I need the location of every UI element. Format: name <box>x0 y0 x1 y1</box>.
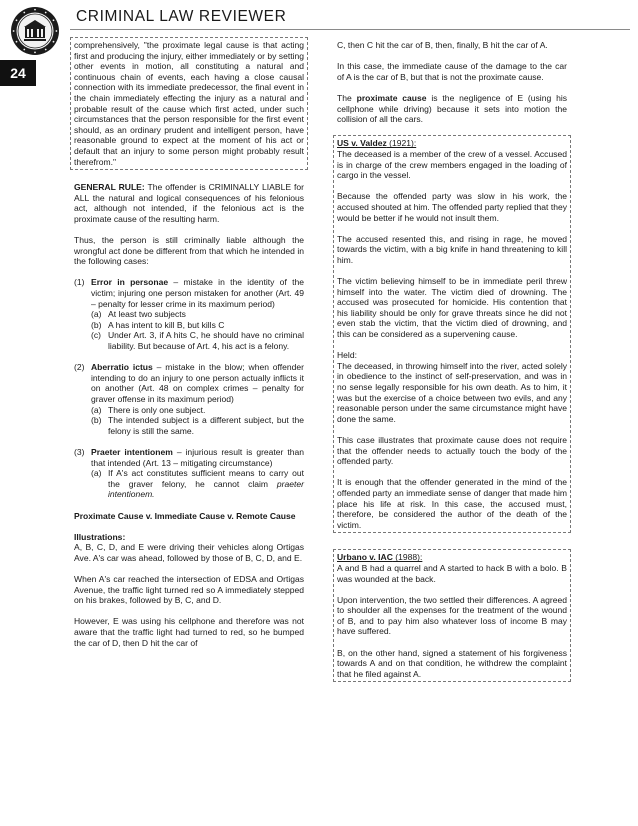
case-box-urbano <box>333 549 571 682</box>
page-number: 24 <box>0 60 36 86</box>
case-term: Aberratio ictus <box>91 362 153 373</box>
sub-item <box>91 309 304 320</box>
illustrations-label: Illustrations: <box>74 531 126 542</box>
case-box-valdez <box>333 135 571 533</box>
sub-number: (b) <box>91 415 102 426</box>
case-desc: – mistake in the blow; when offender intending to do an injury to one person actually inflicts it on another (Art. 48 on complex crimes – penalty for graver offense in its maximum period) <box>91 362 304 404</box>
sub-item <box>91 468 304 500</box>
held-label: Held: <box>337 350 357 361</box>
text-span: The <box>337 92 357 103</box>
case-paragraph: It is enough that the offender generated in the mind of the offended party an immediate sense of danger that made him place his life at risk. In this case, the accused must, therefore, be considered the author of the death of the victim. <box>337 477 567 530</box>
case-paragraph: A and B had a quarrel and A started to hack B with a bolo. B was wounded at the back. <box>337 562 567 584</box>
text-span: is the negligence of E (using his cellphone while driving) because it sets into motion the collision of all the cars. <box>337 92 567 125</box>
case-year: (1988): <box>392 552 423 563</box>
case-paragraph: This case illustrates that proximate cause does not require that the offender needs to actually touch the body of the offended party. <box>337 434 567 467</box>
case-name: Urbano v. IAC <box>337 552 393 563</box>
sub-text-italic: praeter intentionem. <box>108 478 304 500</box>
case-number: (2) <box>74 362 85 373</box>
sub-text: Under Art. 3, if A hits C, he should have no criminal liability. But because of Art. 4, his act is a felony. <box>108 330 304 352</box>
sub-list <box>91 309 304 351</box>
case-name: US v. Valdez <box>337 138 387 149</box>
general-rule-label: GENERAL RULE: <box>74 182 145 193</box>
case-item <box>74 447 304 500</box>
quote-box <box>70 37 308 170</box>
continued-paragraph: In this case, the immediate cause of the damage to the car of A is the car of B, but that is not the proximate cause. <box>337 61 567 82</box>
continued-paragraph <box>337 93 567 125</box>
sub-text: At least two subjects <box>108 309 186 320</box>
section-heading: Proximate Cause v. Immediate Cause v. Remote Cause <box>74 510 296 521</box>
right-column <box>337 40 567 694</box>
sub-list <box>91 405 304 437</box>
sub-item <box>91 415 304 436</box>
case-paragraph: B, on the other hand, signed a statement of his forgiveness towards A and on that condition, he withdrew the complaint that he filed against A. <box>337 647 567 679</box>
general-rule-text: The offender is CRIMINALLY LIABLE for ALL the natural and logical consequences of his felonious act, although not intended, if the felonious act is the proximate cause of the resulting harm. <box>74 182 304 224</box>
case-paragraph: The deceased is a member of the crew of a vessel. Accused is in charge of the crew members engaged in the loading of cargo in the vessel. <box>337 148 567 181</box>
case-paragraph: Upon intervention, the two settled their differences. A agreed to shoulder all the expenses for the treatment of the wound of B, and to pay him also whatever loss of income B may have suffered. <box>337 594 567 637</box>
illustration-paragraph: However, E was using his cellphone and therefore was not aware that the traffic light had turned to red, so he bumped the car of D, then D hit the car of <box>74 616 304 648</box>
sub-text: The intended subject is a different subject, but the felony is still the same. <box>108 415 304 436</box>
sub-number: (a) <box>91 468 102 479</box>
sub-text: If A's act constitutes sufficient means to carry out the graver felony, he cannot claim <box>108 468 304 489</box>
sub-text: A has intent to kill B, but kills C <box>108 319 225 330</box>
case-paragraph: Because the offended party was slow in his work, the accused shouted at him. The offended party replied that they would be better if he would not insult them. <box>337 191 567 223</box>
sub-item <box>91 405 304 416</box>
header-divider <box>70 29 630 30</box>
case-number: (3) <box>74 446 85 457</box>
sub-list <box>91 468 304 500</box>
case-year: (1921): <box>386 138 417 149</box>
case-item <box>74 277 304 351</box>
sub-number: (a) <box>91 404 102 415</box>
case-desc: – injurious result is greater than that intended (Art. 13 – mitigating circumstance) <box>91 446 304 468</box>
sub-item <box>91 330 304 351</box>
sub-number: (c) <box>91 330 101 341</box>
cases-list <box>74 277 304 499</box>
term-span: proximate cause <box>356 92 427 103</box>
case-term: Praeter intentionem <box>91 446 173 457</box>
case-term: Error in personae <box>91 277 169 288</box>
case-desc: – mistake in the identity of the victim; injuring one person mistaken for another (Art. 49 – penalty for lesser crime in its maximum period) <box>91 277 304 309</box>
header-title: CRIMINAL LAW REVIEWER <box>76 8 287 25</box>
quote-text: comprehensively, "the proximate legal cause is that acting first and producing the injury, either immediately or by setting other events in motion, all constituting a natural and continuous chain of events, each having a close causal connection with its immediate predecessor, the final event in the chain immediately effecting the injury as a natural and probable result of the cause which first acted, under such circumstances that the person responsible for the first event should, as an ordinary prudent and intelligent person, have reasonable ground to expect at the moment of his act or default that an injury to some person might probably result therefrom." <box>74 40 304 167</box>
case-paragraph: The deceased, in throwing himself into the river, acted solely in obedience to the instinct of self-preservation, and was in no sense legally responsible for his own death. As to him, it was but the exercise of a choice between two evils, and any reasonable person under the same circumstance might have done the same. <box>337 360 567 424</box>
thus-paragraph: Thus, the person is still criminally liable although the wrongful act done be different from that which he intended in the following cases: <box>74 235 304 267</box>
case-number: (1) <box>74 277 85 288</box>
sub-text: There is only one subject. <box>108 404 206 415</box>
case-paragraph: The victim believing himself to be in immediate peril threw himself into the water. The victim died of drowning. The accused was prosecuted for homicide. His contention that his liability should be only for grave threats since he did not even stab the victim, that the victim died of drowning, and this can be considered as a supervening cause. <box>337 276 567 340</box>
illustration-paragraph: A, B, C, D, and E were driving their vehicles along Ortigas Ave. A's car was ahead, followed by those of B, C, D, and E. <box>74 542 304 563</box>
case-title <box>337 552 567 563</box>
case-paragraph: The accused resented this, and rising in rage, he moved towards the victim, with a big knife in hand threatening to kill him. <box>337 233 567 265</box>
sub-number: (b) <box>91 319 102 330</box>
seal-logo-icon <box>10 6 60 56</box>
left-column <box>74 40 304 659</box>
general-rule <box>74 182 304 224</box>
sub-item <box>91 320 304 331</box>
continued-paragraph: C, then C hit the car of B, then, finally, B hit the car of A. <box>337 40 548 50</box>
case-title <box>337 138 567 149</box>
illustration-paragraph: When A's car reached the intersection of EDSA and Ortigas Avenue, the traffic light turned red so A immediately stepped on his brakes, followed by B, C, and D. <box>74 574 304 606</box>
case-item <box>74 362 304 436</box>
sub-number: (a) <box>91 309 102 320</box>
